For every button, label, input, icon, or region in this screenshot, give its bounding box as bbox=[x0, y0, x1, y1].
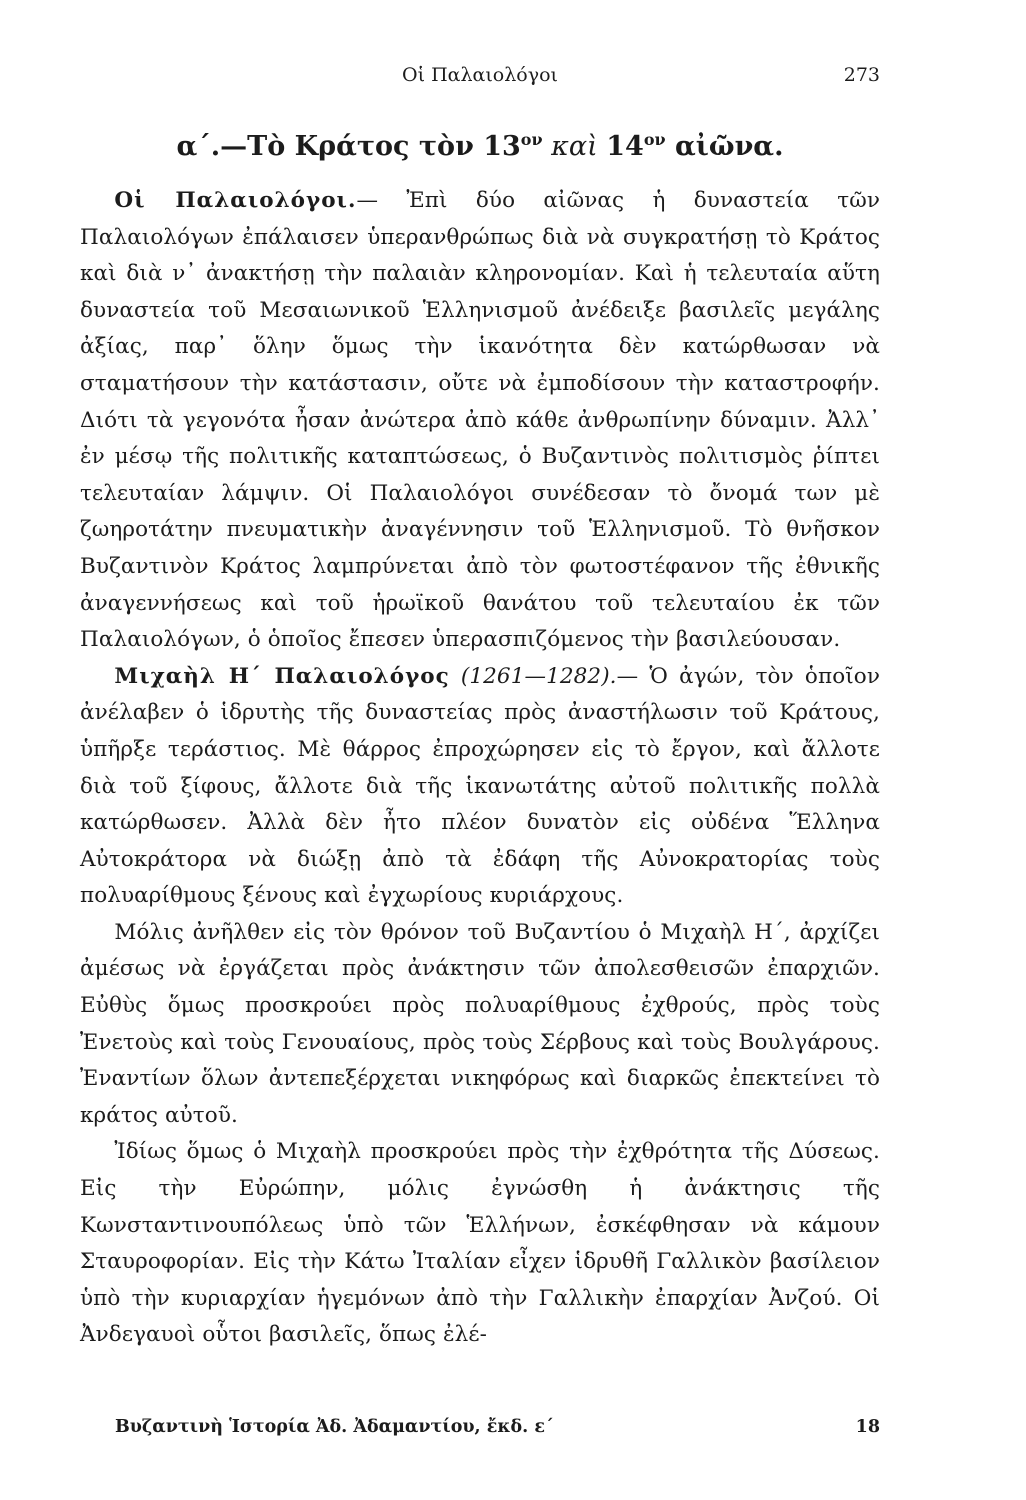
running-head bbox=[80, 64, 880, 94]
chapter-title-number-2: 14 bbox=[606, 131, 644, 162]
section-heading: Μιχαὴλ Η΄ Παλαιολόγος bbox=[114, 663, 450, 689]
section-heading: Οἱ Παλαιολόγοι. bbox=[114, 188, 357, 213]
running-title: Οἱ Παλαιολόγοι bbox=[402, 64, 558, 86]
paragraph: Μόλις ἀνῆλθεν εἰς τὸν θρόνον τοῦ Βυζαντίου ὁ Μιχαὴλ Η΄, ἀρχίζει ἀμέσως νὰ ἐργάζεται πρὸς ἀνάκτησιν τῶν ἀπολεσθεισῶν ἐπαρχιῶν. Εὐθὺς ὅμως προσκρούει πρὸς πολυαρίθμους ἐχθρούς, πρὸς τοὺς Ἐνετοὺς καὶ τοὺς Γενουαίους, πρὸς τοὺς Σέρβους καὶ τοὺς Βουλγάρους. Ἐναντίων ὅλων ἀντεπεξέρχεται νικηφόρως καὶ διαρκῶς ἐπεκτείνει τὸ κράτος αὐτοῦ. bbox=[80, 919, 880, 1128]
section-paragraph-palaiologoi bbox=[80, 183, 880, 659]
chapter-title-sup-2: ον bbox=[643, 130, 666, 149]
section-text: — Ὁ ἀγών, τὸν ὁποῖον ἀνέλαβεν ὁ ἱδρυτὴς τῆς δυναστείας πρὸς ἀναστήλωσιν τοῦ Κράτους, ὑπῆρξε τεράστιος. Μὲ θάρρος ἐπροχώρησεν εἰς τὸ ἔργον, καὶ ἄλλοτε διὰ τοῦ ξίφους, ἄλλοτε διὰ τῆς ἱκανωτάτης αὐτοῦ πολιτικῆς πολλὰ κατώρθωσεν. Ἀλλὰ δὲν ἦτο πλέον δυνατὸν εἰς οὐδένα Ἕλληνα Αὐτοκράτορα νὰ διώξῃ ἀπὸ τὰ ἐδάφη τῆς Αὐνοκρατορίας τοὺς πολυαρίθμους ξένους καὶ ἐγχωρίους κυριάρχους. bbox=[80, 663, 880, 909]
section-text: — Ἐπὶ δύο αἰῶνας ἡ δυναστεία τῶν Παλαιολόγων ἐπάλαισεν ὑπερανθρώπως διὰ νὰ συγκρατήσῃ τὸ Κράτος καὶ διὰ ν᾽ ἀνακτήσῃ τὴν παλαιὰν κληρονομίαν. Καὶ ἡ τελευταία αὕτη δυναστεία τοῦ Μεσαιωνικοῦ Ἑλληνισμοῦ ἀνέδειξε βασιλεῖς μεγάλης ἀξίας, παρ᾽ ὅλην ὅμως τὴν ἱκανότητα δὲν κατώρθωσαν νὰ σταματήσουν τὴν κατάστασιν, οὔτε νὰ ἐμποδίσουν τὴν καταστροφήν. Διότι τὰ γεγονότα ἦσαν ἀνώτερα ἀπὸ κάθε ἀνθρωπίνην δύναμιν. Ἀλλ᾽ ἐν μέσῳ τῆς πολιτικῆς καταπτώσεως, ὁ Βυζαντινὸς πολιτισμὸς ῥίπτει τελευταίαν λάμψιν. Οἱ Παλαιολόγοι συνέδεσαν τὸ ὄνομά των μὲ ζωηροτάτην πνευματικὴν ἀναγέννησιν τοῦ Ἑλληνισμοῦ. Τὸ θνῆσκον Βυζαντινὸν Κράτος λαμπρύνεται ἀπὸ τὸν φωτοστέφανον τῆς ἐθνικῆς ἀναγεννήσεως καὶ τοῦ ἡρωϊκοῦ θανάτου τοῦ τελευταίου ἐκ τῶν Παλαιολόγων, ὁ ὁποῖος ἔπεσεν ὑπερασπιζόμενος τὴν βασιλεύουσαν. bbox=[80, 188, 880, 653]
page-number: 273 bbox=[843, 64, 880, 86]
footer-text: Βυζαντινὴ Ἱστορία Ἀδ. Ἀδαμαντίου, ἔκδ. ε΄ bbox=[115, 1417, 554, 1437]
page-footer bbox=[115, 1417, 880, 1447]
chapter-title-prefix: α΄.—Τὸ Κράτος τὸν 13 bbox=[176, 131, 521, 162]
chapter-title-conjunction: καὶ bbox=[542, 131, 607, 162]
chapter-title-sup-1: ον bbox=[520, 130, 543, 149]
body-text bbox=[80, 183, 880, 1354]
chapter-title bbox=[80, 130, 880, 162]
signature-mark: 18 bbox=[855, 1417, 880, 1437]
paragraph: Ἰδίως ὅμως ὁ Μιχαὴλ προσκρούει πρὸς τὴν ἐχθρότητα τῆς Δύσεως. Εἰς τὴν Εὐρώπην, μόλις ἐγνώσθη ἡ ἀνάκτησις τῆς Κωνσταντινουπόλεως ὑπὸ τῶν Ἑλλήνων, ἐσκέφθησαν νὰ κάμουν Σταυροφορίαν. Εἰς τὴν Κάτω Ἰταλίαν εἶχεν ἱδρυθῆ Γαλλικὸν βασίλειον ὑπὸ τὴν κυριαρχίαν ἡγεμόνων ἀπὸ τὴν Γαλλικὴν ἐπαρχίαν Ἀνζού. Οἱ Ἀνδεγαυοὶ οὗτοι βασιλεῖς, ὅπως ἐλέ- bbox=[80, 1139, 880, 1348]
chapter-title-suffix: αἰῶνα. bbox=[665, 131, 784, 162]
section-dates: (1261—1282). bbox=[460, 663, 617, 689]
section-paragraph-michael bbox=[80, 659, 880, 915]
